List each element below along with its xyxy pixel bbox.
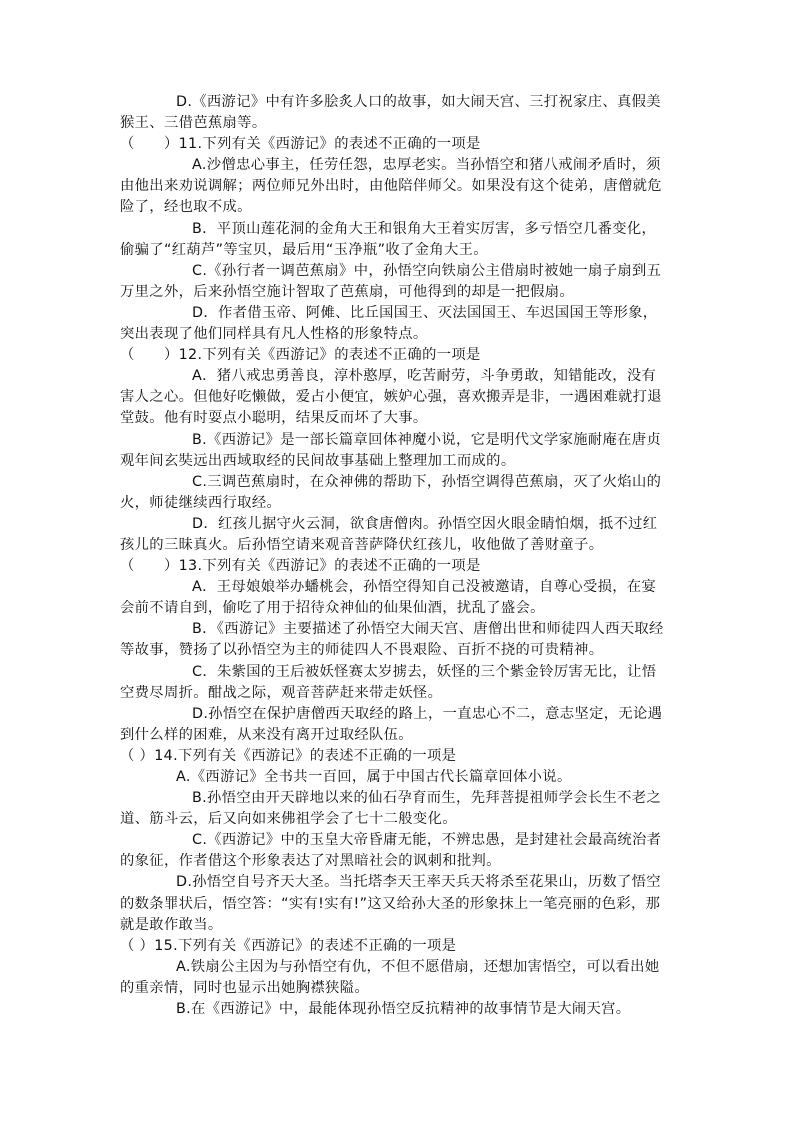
question-11: （ ）11.下列有关《西游记》的表述不正确的一项是 — [120, 136, 481, 153]
question-11-option-d: D．作者借玉帝、阿傩、比丘国国王、灭法国国王、车迟国国王等形象，突出表现了他们同样具有凡人性格的形象特点。 — [120, 304, 658, 343]
question-11-option-a: A.沙僧忠心事主，任劳任怨，忠厚老实。当孙悟空和猪八戒闹矛盾时，须由他出来劝说调解；两位师兄外出时，由他陪伴师父。如果没有这个徒弟，唐僧就危险了，经也取不成。 — [120, 157, 662, 216]
question-14: （ ）14.下列有关《西游记》的表述不正确的一项是 — [120, 747, 457, 764]
question-14-option-b: B.孙悟空由开天辟地以来的仙石孕育而生，先拜菩提祖师学会长生不老之道、筋斗云，后又向如来佛祖学会了七十二般变化。 — [120, 790, 662, 828]
question-15-option-b: B.在《西游记》中，最能体现孙悟空反抗精神的故事情节是大闹天宫。 — [176, 1001, 631, 1018]
question-13-option-a: A．王母娘娘举办蟠桃会，孙悟空得知自己没被邀请，自尊心受损，在宴会前不请自到，偷吃了用于招待众神仙的仙果仙酒，扰乱了盛会。 — [120, 579, 657, 617]
question-15-option-a: A.铁扇公主因为与孙悟空有仇，不但不愿借扇，还想加害悟空，可以看出她的重亲情，同时也显示出她胸襟狭隘。 — [120, 958, 660, 996]
question-13-option-b: B．《西游记》主要描述了孙悟空大闹天宫、唐僧出世和师徒四人西天取经等故事，赞扬了以孙悟空为主的师徒四人不畏艰险、百折不挠的可贵精神。 — [120, 621, 664, 659]
question-11-option-c: C.《孙行者一调芭蕉扇》中，孙悟空向铁扇公主借扇时被她一扇子扇到五万里之外，后来孙悟空施计智取了芭蕉扇，可他得到的却是一把假扇。 — [120, 262, 662, 300]
question-13-option-c: C．朱紫国的王后被妖怪赛太岁掳去，妖怪的三个紫金铃厉害无比，让悟空费尽周折。酣战之际，观音菩萨赶来带走妖怪。 — [120, 663, 657, 701]
question-11-option-b: B．平顶山莲花洞的金角大王和银角大王着实厉害，多亏悟空几番变化，偷骗了“红葫芦”等宝贝，最后用“玉净瓶”收了金角大王。 — [120, 220, 657, 258]
question-12-option-c: C.三调芭蕉扇时，在众神佛的帮助下，孙悟空调得芭蕉扇，灭了火焰山的火，师徒继续西行取经。 — [120, 473, 662, 511]
question-15: （ ）15.下列有关《西游记》的表述不正确的一项是 — [120, 937, 457, 954]
question-14-option-d: D.孙悟空自号齐天大圣。当托塔李天王率天兵天将杀至花果山，历数了悟空的数条罪状后，悟空答：“实有!实有!”这又给孙大圣的形象抹上一笔亮丽的色彩，那就是敢作敢当。 — [120, 874, 661, 933]
paragraph-option-d-prev: D.《西游记》中有许多脍炙人口的故事，如大闹天宫、三打祝家庄、真假美猴王、三借芭蕉扇等。 — [120, 94, 661, 132]
question-12-option-a: A．猪八戒忠勇善良，淳朴憨厚，吃苦耐劳，斗争勇敢，知错能改，没有害人之心。但他好吃懒做，爱占小便宜，嫉妒心强，喜欢搬弄是非，一遇困难就打退堂鼓。他有时耍点小聪明，结果反而坏了大事。 — [120, 368, 662, 427]
question-12-option-d: D．红孩儿据守火云洞，欲食唐僧肉。孙悟空因火眼金睛怕烟，抵不过红孩儿的三昧真火。后孙悟空请来观音菩萨降伏红孩儿，收他做了善财童子。 — [120, 515, 658, 553]
question-12-option-b: B.《西游记》是一部长篇章回体神魔小说，它是明代文学家施耐庵在唐贞观年间玄奘远出西域取经的民间故事基础上整理加工而成的。 — [120, 431, 662, 469]
question-13-option-d: D.孙悟空在保护唐僧西天取经的路上，一直忠心不二，意志坚定，无论遇到什么样的困难，从来没有离开过取经队伍。 — [120, 705, 663, 743]
question-14-option-a: A.《西游记》全书共一百回，属于中国古代长篇章回体小说。 — [176, 769, 572, 785]
question-12: （ ）12.下列有关《西游记》的表述不正确的一项是 — [120, 347, 481, 364]
document-body — [120, 92, 670, 1020]
question-13: （ ）13.下列有关《西游记》的表述不正确的一项是 — [120, 558, 481, 575]
question-14-option-c: C.《西游记》中的玉皇大帝昏庸无能，不辨忠愚，是封建社会最高统治者的象征，作者借这个形象表达了对黑暗社会的讽刺和批判。 — [120, 832, 662, 870]
